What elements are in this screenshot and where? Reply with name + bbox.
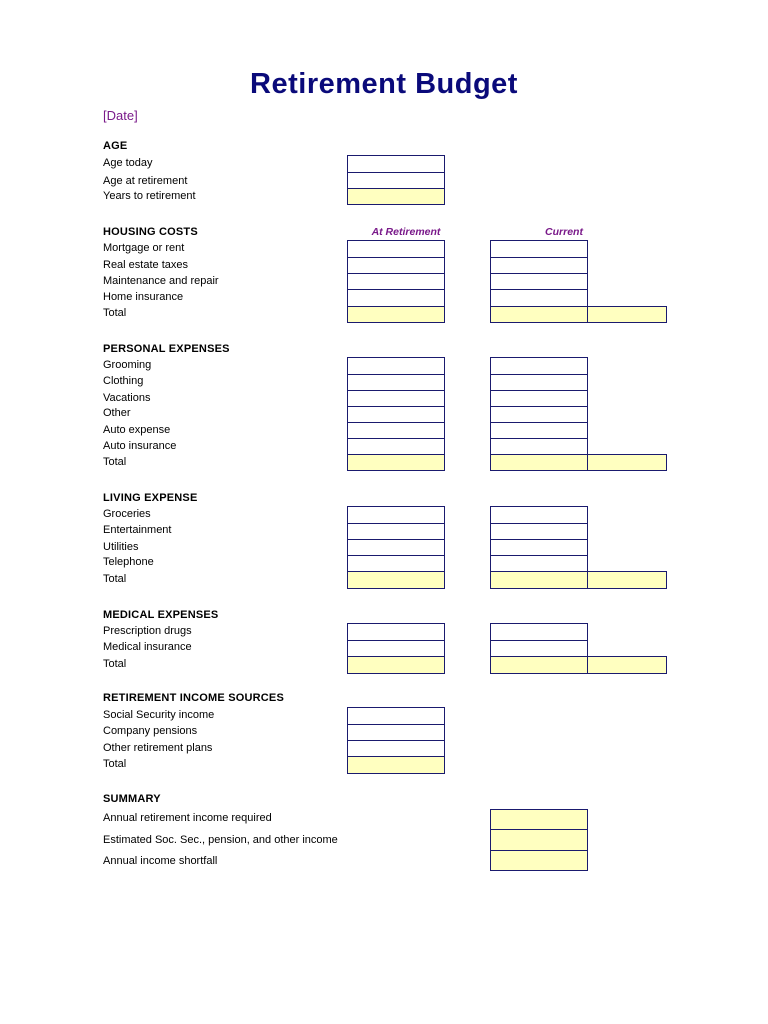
housing-heading: HOUSING COSTS	[103, 226, 198, 238]
age-label-years: Years to retirement	[103, 190, 196, 202]
medical-total-retire-cell	[347, 656, 445, 674]
age-heading: AGE	[103, 140, 128, 152]
personal-auto-expense-retire-input[interactable]	[347, 422, 445, 439]
living-label-groceries: Groceries	[103, 508, 151, 520]
age-label-retirement: Age at retirement	[103, 175, 188, 187]
personal-vacations-current-input[interactable]	[490, 390, 588, 407]
personal-label-auto-insurance: Auto insurance	[103, 440, 177, 452]
personal-grooming-current-input[interactable]	[490, 357, 588, 375]
medical-label-total: Total	[103, 658, 127, 670]
income-label-total: Total	[103, 758, 127, 770]
living-difference-cell	[587, 571, 667, 589]
living-entertainment-retire-input[interactable]	[347, 523, 445, 540]
personal-label-total: Total	[103, 456, 127, 468]
income-pensions-input[interactable]	[347, 724, 445, 741]
personal-label-grooming: Grooming	[103, 359, 152, 371]
medical-label-prescription: Prescription drugs	[103, 625, 192, 637]
medical-total-current-cell	[490, 656, 588, 674]
living-heading: LIVING EXPENSE	[103, 492, 198, 504]
housing-label-taxes: Real estate taxes	[103, 259, 188, 271]
living-groceries-current-input[interactable]	[490, 506, 588, 524]
housing-insurance-current-input[interactable]	[490, 289, 588, 307]
summary-label-estimated: Estimated Soc. Sec., pension, and other income	[103, 834, 338, 846]
personal-label-vacations: Vacations	[103, 392, 151, 404]
personal-auto-insurance-current-input[interactable]	[490, 438, 588, 455]
personal-difference-cell	[587, 454, 667, 471]
income-total-cell	[347, 756, 445, 774]
income-label-other-plans: Other retirement plans	[103, 742, 213, 754]
housing-label-total: Total	[103, 307, 127, 319]
years-to-retirement-cell	[347, 188, 445, 205]
housing-maintenance-retire-input[interactable]	[347, 273, 445, 290]
personal-other-retire-input[interactable]	[347, 406, 445, 423]
living-label-entertainment: Entertainment	[103, 524, 172, 536]
summary-estimated-cell	[490, 829, 588, 851]
personal-clothing-retire-input[interactable]	[347, 374, 445, 391]
medical-prescription-current-input[interactable]	[490, 623, 588, 641]
housing-taxes-current-input[interactable]	[490, 257, 588, 274]
personal-other-current-input[interactable]	[490, 406, 588, 423]
housing-total-current-cell	[490, 306, 588, 323]
income-label-pensions: Company pensions	[103, 725, 198, 737]
personal-total-retire-cell	[347, 454, 445, 471]
housing-insurance-retire-input[interactable]	[347, 289, 445, 307]
current-column-header: Current	[545, 226, 583, 238]
living-utilities-retire-input[interactable]	[347, 539, 445, 556]
page-title: Retirement Budget	[250, 68, 518, 100]
personal-label-clothing: Clothing	[103, 375, 144, 387]
housing-total-retire-cell	[347, 306, 445, 323]
medical-insurance-current-input[interactable]	[490, 640, 588, 657]
housing-difference-cell	[587, 306, 667, 323]
date-field[interactable]: [Date]	[103, 108, 138, 123]
personal-heading: PERSONAL EXPENSES	[103, 343, 230, 355]
medical-difference-cell	[587, 656, 667, 674]
income-label-social-security: Social Security income	[103, 709, 215, 721]
summary-required-cell	[490, 809, 588, 830]
medical-insurance-retire-input[interactable]	[347, 640, 445, 657]
housing-taxes-retire-input[interactable]	[347, 257, 445, 274]
income-other-plans-input[interactable]	[347, 740, 445, 757]
summary-label-shortfall: Annual income shortfall	[103, 855, 218, 867]
housing-maintenance-current-input[interactable]	[490, 273, 588, 290]
age-at-retirement-input[interactable]	[347, 172, 445, 189]
personal-vacations-retire-input[interactable]	[347, 390, 445, 407]
living-total-current-cell	[490, 571, 588, 589]
living-label-utilities: Utilities	[103, 541, 139, 553]
personal-auto-insurance-retire-input[interactable]	[347, 438, 445, 455]
living-utilities-current-input[interactable]	[490, 539, 588, 556]
housing-mortgage-current-input[interactable]	[490, 240, 588, 258]
at-retirement-column-header: At Retirement	[371, 226, 441, 238]
personal-grooming-retire-input[interactable]	[347, 357, 445, 375]
summary-shortfall-cell	[490, 850, 588, 871]
income-social-security-input[interactable]	[347, 707, 445, 725]
age-label-today: Age today	[103, 157, 153, 169]
personal-total-current-cell	[490, 454, 588, 471]
living-total-retire-cell	[347, 571, 445, 589]
medical-prescription-retire-input[interactable]	[347, 623, 445, 641]
housing-label-mortgage: Mortgage or rent	[103, 242, 185, 254]
living-groceries-retire-input[interactable]	[347, 506, 445, 524]
personal-clothing-current-input[interactable]	[490, 374, 588, 391]
age-today-input[interactable]	[347, 155, 445, 173]
income-heading: RETIREMENT INCOME SOURCES	[103, 692, 285, 704]
medical-label-insurance: Medical insurance	[103, 641, 192, 653]
living-label-total: Total	[103, 573, 127, 585]
summary-heading: SUMMARY	[103, 793, 161, 805]
personal-label-other: Other	[103, 407, 131, 419]
housing-label-insurance: Home insurance	[103, 291, 184, 303]
living-label-telephone: Telephone	[103, 556, 154, 568]
medical-heading: MEDICAL EXPENSES	[103, 609, 219, 621]
living-telephone-current-input[interactable]	[490, 555, 588, 572]
housing-label-maintenance: Maintenance and repair	[103, 275, 219, 287]
summary-label-required: Annual retirement income required	[103, 812, 272, 824]
living-telephone-retire-input[interactable]	[347, 555, 445, 572]
personal-auto-expense-current-input[interactable]	[490, 422, 588, 439]
personal-label-auto-expense: Auto expense	[103, 424, 171, 436]
living-entertainment-current-input[interactable]	[490, 523, 588, 540]
housing-mortgage-retire-input[interactable]	[347, 240, 445, 258]
